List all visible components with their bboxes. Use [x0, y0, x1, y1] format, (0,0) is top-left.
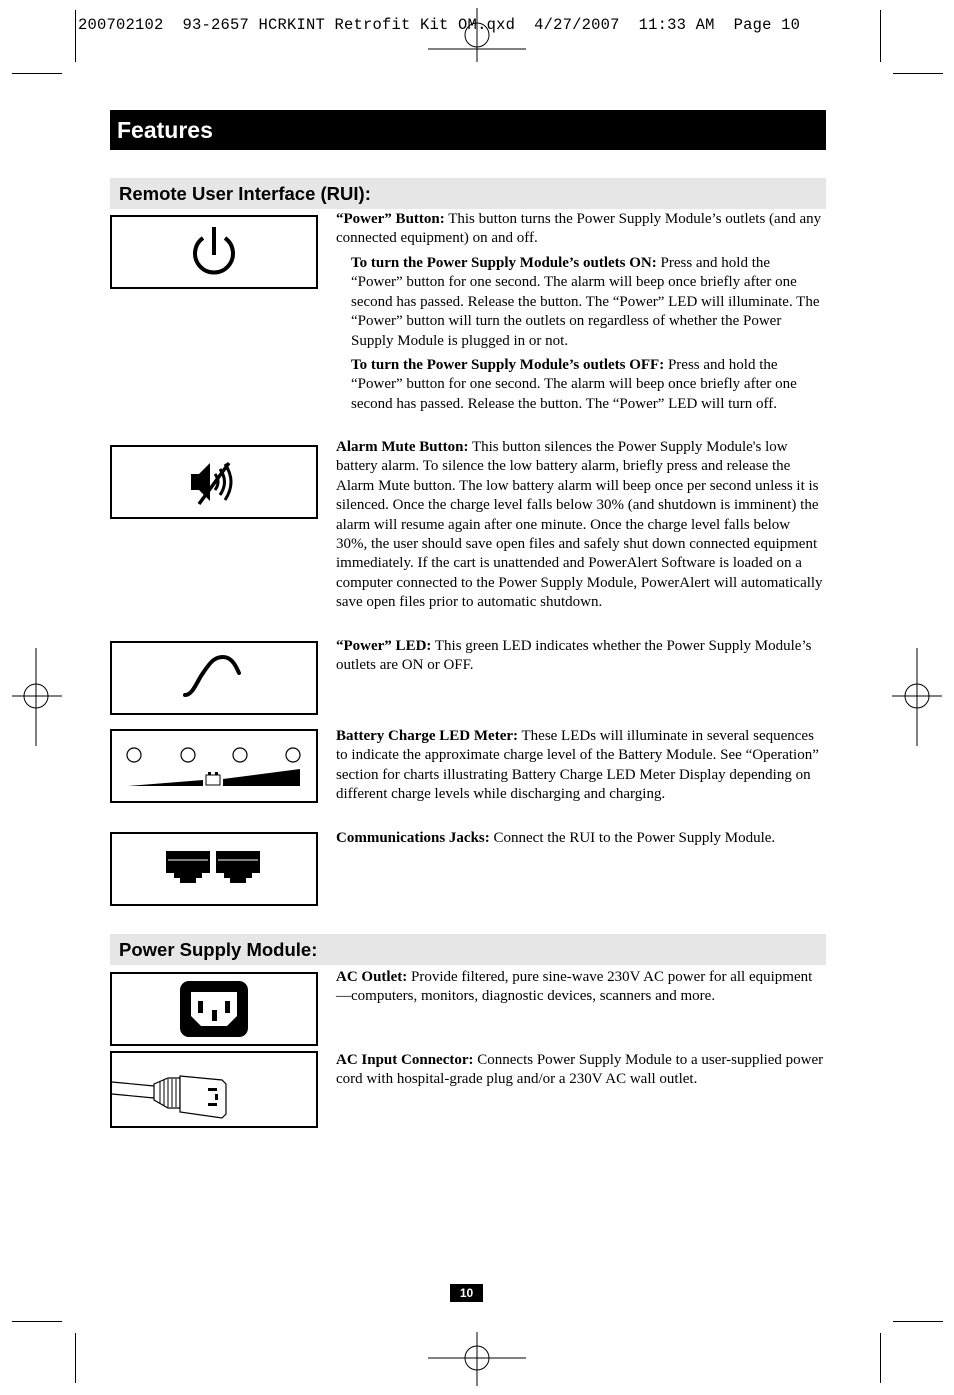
battery-meter-text: These LEDs will illuminate in several sequences to indicate the approximate charge level of the Battery Module. See “Operation” section for charts illustrating Battery Charge LED Meter Display depending on different charge levels while discharging and charging. [336, 728, 819, 803]
section-heading-rui: Remote User Interface (RUI): [110, 178, 826, 209]
power-button-label: “Power” Button: [336, 211, 445, 227]
comm-jacks-label: Communications Jacks: [336, 830, 490, 846]
section-heading-psm: Power Supply Module: [110, 934, 826, 965]
page-title: Features [110, 110, 826, 150]
crop-mark [893, 73, 943, 74]
battery-meter-label: Battery Charge LED Meter: [336, 728, 519, 744]
power-led-label: “Power” LED: [336, 638, 432, 654]
alarm-mute-text: This button silences the Power Supply Module's low battery alarm. To silence the low battery alarm, briefly press and release the Alarm Mute button. The low battery alarm will beep once per second unless it is silenced. Once the charge level falls below 30% (and shutdown is imminent) the alarm will resume again after one minute. Once the charge level falls below 30%, the user should save open files and safely shut down connected equipment immediately. If the cart is unattended and PowerAlert Software is loaded on a computer connected to the Power Supply Module, PowerAlert will automatically save open files prior to automatic shutdown. [336, 439, 823, 611]
power-led-description [336, 637, 824, 676]
crop-mark [12, 73, 62, 74]
registration-mark-icon [428, 1332, 526, 1386]
registration-mark-icon [892, 648, 942, 746]
crop-mark [75, 10, 76, 62]
power-on-instructions [351, 254, 823, 351]
battery-meter-description [336, 727, 824, 805]
ac-input-label: AC Input Connector: [336, 1052, 474, 1068]
alarm-mute-description [336, 438, 824, 613]
ac-input-text: Connects Power Supply Module to a user-supplied power cord with hospital-grade plug and/or a 230V AC wall outlet. [336, 1052, 824, 1088]
power-on-label: To turn the Power Supply Module’s outlets ON: [351, 255, 657, 271]
ac-outlet-description [336, 968, 824, 1007]
crop-mark [12, 1321, 62, 1322]
crop-mark [880, 1333, 881, 1383]
power-on-text: Press and hold the “Power” button for one second. The alarm will beep once briefly after one second has passed. Release the button. The “Power” LED will illuminate. The “Power” button will turn the outlets on regardless of whether the Power Supply Module is plugged in or not. [351, 255, 820, 349]
power-button-description [336, 210, 824, 249]
alarm-mute-label: Alarm Mute Button: [336, 439, 469, 455]
power-button-illustration [110, 215, 318, 289]
ac-outlet-text: Provide filtered, pure sine-wave 230V AC power for all equipment—computers, monitors, diagnostic devices, scanners and more. [336, 969, 813, 1005]
comm-jacks-text: Connect the RUI to the Power Supply Module. [489, 830, 776, 846]
power-off-text: Press and hold the “Power” button for one second. The alarm will beep once briefly after one second has passed. Release the button. The “Power” LED will turn off. [351, 357, 797, 412]
power-button-text: This button turns the Power Supply Module’s outlets (and any connected equipment) on and off. [336, 211, 822, 247]
page-number: 10 [450, 1284, 483, 1302]
crop-mark [75, 1333, 76, 1383]
ac-outlet-illustration [110, 972, 318, 1046]
crop-mark [893, 1321, 943, 1322]
speaker-mute-icon [188, 457, 240, 507]
power-off-label: To turn the Power Supply Module’s outlets OFF: [351, 357, 665, 373]
comm-jacks-description [336, 829, 824, 848]
crop-mark [880, 10, 881, 62]
ac-outlet-label: AC Outlet: [336, 969, 408, 985]
power-cord-plug-icon [112, 1060, 242, 1120]
ac-input-description [336, 1051, 824, 1090]
registration-mark-icon [12, 648, 62, 746]
battery-meter-illustration [110, 729, 318, 803]
print-slug-line: 200702102 93-2657 HCRKINT Retrofit Kit OM.qxd 4/27/2007 11:33 AM Page 10 [78, 16, 801, 34]
power-led-text: This green LED indicates whether the Power Supply Module’s outlets are ON or OFF. [336, 638, 812, 674]
battery-led-meter-icon [112, 731, 316, 801]
sine-wave-icon [179, 651, 249, 705]
power-led-illustration [110, 641, 318, 715]
power-icon [188, 221, 240, 283]
ac-outlet-icon [178, 979, 250, 1039]
ac-input-illustration [110, 1051, 318, 1128]
power-off-instructions [351, 356, 823, 414]
rj45-jacks-icon [164, 849, 264, 889]
registration-mark-icon [428, 8, 526, 62]
alarm-mute-illustration [110, 445, 318, 519]
comm-jacks-illustration [110, 832, 318, 906]
